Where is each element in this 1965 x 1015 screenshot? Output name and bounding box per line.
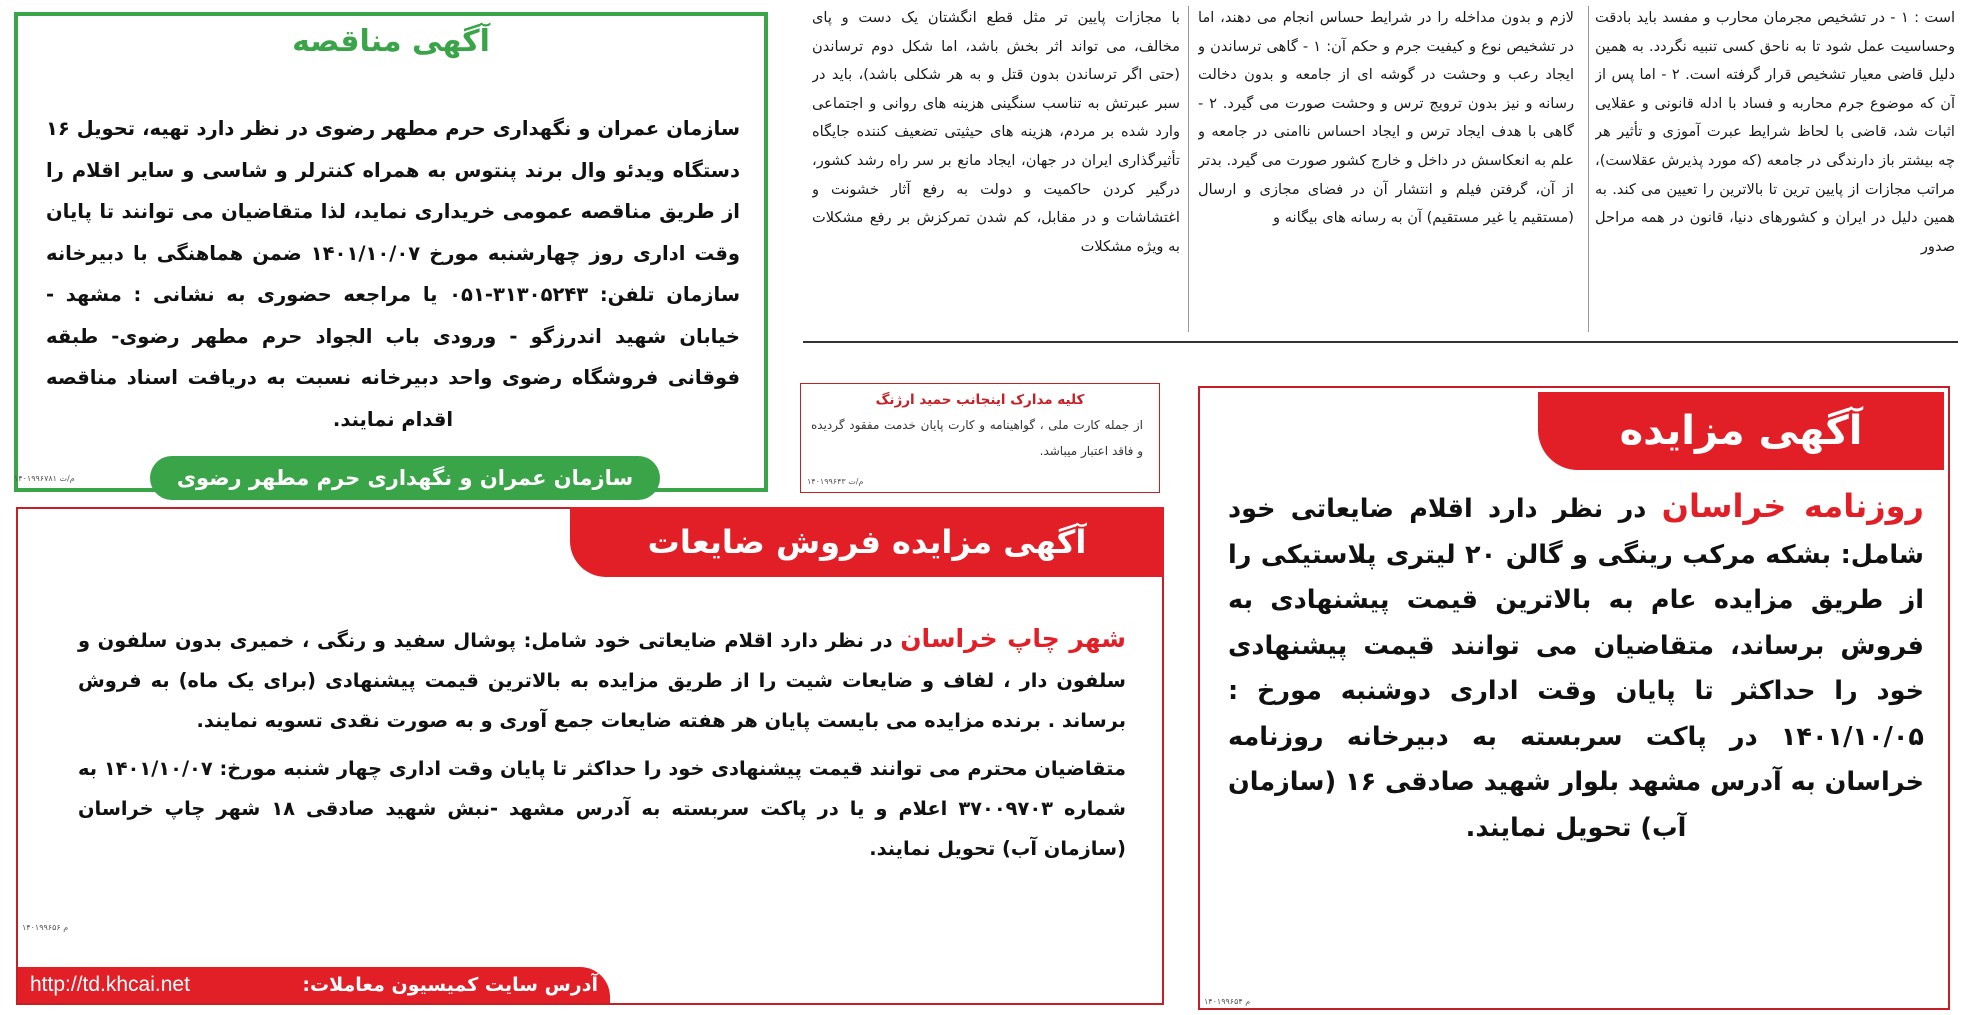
article-bottom-rule: [803, 341, 1958, 343]
tender-ad: [14, 12, 768, 492]
auction-title: آگهی مزایده: [1538, 392, 1944, 470]
tender-code: ۱۴۰۱۹۹۶۷۸۱ م/ت: [14, 474, 75, 483]
waste-auction-footer: [18, 967, 610, 1003]
article-column-1: [1595, 4, 1955, 330]
auction-brand: روزنامه خراسان: [1661, 487, 1924, 525]
lost-notice-code: ۱۴۰۱۹۹۶۴۳ م/ت: [807, 477, 864, 486]
tender-body: سازمان عمران و نگهداری حرم مطهر رضوی در نظر دارد تهیه، تحویل ۱۶ دستگاه ویدئو وال برند پنتوس به همراه کنترلر و شاسی و سایر اقلام را از طریق مناقصه عمومی خریداری نماید، لذا متقاضیان می توانند تا پایان وقت اداری روز چهارشنبه مورخ ۱۴۰۱/۱۰/۰۷ ضمن هماهنگی با دبیرخانه سازمان تلفن: ۳۱۳۰۵۲۴۳-۰۵۱ یا مراجعه حضوری به نشانی : مشهد - خیابان شهید اندرزگو - ورودی باب الجواد حرم مطهر رضوی- طبقه فوقانی فروشگاه رضوی واحد دبیرخانه نسبت به دریافت اسناد مناقصه اقدام نمایند.: [46, 117, 741, 431]
article-column-text: با مجازات پایین تر مثل قطع انگشتان یک دست و پای مخالف، می تواند اثر بخش باشد، اما شکل دوم ترساندن (حتی اگر ترساندن بدون قتل و به هر شکلی باشد)، باید در سبر عبرتش به تناسب سنگینی هزینه های روانی و اجتماعی وارد شده بر مردم، هزینه های حیثیتی تضعیف کننده جایگاه تأثیرگذاری ایران در جهان، ایجاد مانع بر سر راه رشد کشور، درگیر کردن حاکمیت و دولت به رفع آثار خشونت و اغتشاشات و در مقابل، کم شدن تمرکزش بر رفع مشکلات به ویژه مشکلات: [812, 9, 1180, 255]
column-divider: [1588, 6, 1589, 332]
waste-sale-auction-ad: [16, 507, 1164, 1005]
waste-auction-code: ۱۴۰۱۹۹۶۵۶ م: [22, 923, 69, 932]
waste-auction-body: [78, 619, 1126, 877]
waste-auction-title: آگهی مزایده فروش ضایعات: [570, 507, 1164, 577]
lost-documents-notice: [800, 383, 1160, 493]
waste-auction-brand: شهر چاپ خراسان: [900, 624, 1126, 653]
article-column-text: لازم و بدون مداخله را در شرایط حساس انجام می دهند، اما در تشخیص نوع و کیفیت جرم و حکم آن: ۱ - گاهی ترساندن و ایجاد رعب و وحشت در گوشه ای از جامعه و بدون دخالت رسانه و نیز بدون ترویج ترس و وحشت صورت می گیرد. ۲ - گاهی با هدف ایجاد ترس و ایجاد احساس ناامنی در جامعه و علم به انعکاسش در داخل و خارج کشور صورت می گیرد. بدتر از آن، گرفتن فیلم و انتشار آن در فضای مجازی و ارسال (مستقیم یا غیر مستقیم) آن به رسانه های بیگانه و: [1198, 9, 1574, 227]
auction-body-text: در نظر دارد اقلام ضایعاتی خود شامل: بشکه مرکب رینگی و گالن ۲۰ لیتری پلاستیکی را از طریق مزایده عام به بالاترین قیمت پیشنهادی به فروش برساند، متقاضیان می توانند قیمت پیشنهادی خود را حداکثر تا پایان وقت اداری دوشنبه مورخ : ۱۴۰۱/۱۰/۰۵ در پاکت سربسته به دبیرخانه روزنامه خراسان به آدرس مشهد بلوار شهید صادقی ۱۶ (سازمان آب) تحویل نمایند.: [1228, 494, 1925, 843]
auction-body: [1228, 484, 1924, 851]
article-column-text: است : ۱ - در تشخیص مجرمان محارب و مفسد باید بادقت وحساسیت عمل شود تا به ناحق کسی تنبیه نگردد. به همین دلیل قاضی معیار تشخیص قرار گرفته است. ۲ - اما پس از آن که موضوع جرم محاربه و فساد با ادله قانونی و عقلایی اثبات شد، قاضی با لحاظ شرایط عبرت آموزی و تأثیر هر چه بیشتر باز دارندگی در جامعه (که مورد پذیرش عقلاست)، مراتب مجازات از پایین ترین تا بالاترین را تعیین می کند. به همین دلیل در ایران و کشورهای دنیا، قانون در همه مراحل صدور: [1595, 9, 1955, 255]
auction-code: ۱۴۰۱۹۹۶۵۴ م: [1204, 997, 1251, 1006]
waste-auction-para1: [78, 619, 1126, 741]
tender-title: آگهی مناقصه: [292, 24, 490, 59]
auction-ad: [1198, 386, 1950, 1010]
column-divider: [1188, 6, 1189, 332]
commission-site-link[interactable]: http://td.khcai.net: [30, 973, 190, 996]
waste-auction-para1-text: در نظر دارد اقلام ضایعاتی خود شامل: پوشال سفید و رنگی ، خمیری بدون سلفون و سلفون دار ، لفاف و ضایعات شیت را از طریق مزایده به بالاترین قیمت پیشنهادی (برای یک ماه) به فروش برساند . برنده مزایده می بایست پایان هر هفته ضایعات جمع آوری و به صورت نقدی تسویه نمایند.: [78, 629, 1126, 732]
commission-site-label: آدرس سایت کمیسیون معاملات:: [302, 974, 598, 996]
lost-notice-title: کلیه مدارک اینجانب حمید ارژنگ: [875, 392, 1085, 408]
lost-notice-text: از جمله کارت ملی ، گواهینامه و کارت پایان خدمت مفقود گردیده و فاقد اعتبار میباشد.: [811, 418, 1143, 458]
article-column-2: [1198, 4, 1574, 330]
article-column-3: [812, 4, 1180, 330]
waste-auction-para2: متقاضیان محترم می توانند قیمت پیشنهادی خود را حداکثر تا پایان وقت اداری چهار شنبه مورخ: ۱۴۰۱/۱۰/۰۷ به شماره ۳۷۰۰۹۷۰۳ اعلام و یا در پاکت سربسته به آدرس مشهد -نبش شهید صادقی ۱۸ شهر چاپ خراسان (سازمان آب) تحویل نمایند.: [78, 757, 1127, 860]
tender-footer-banner: سازمان عمران و نگهداری حرم مطهر رضوی: [150, 456, 660, 500]
